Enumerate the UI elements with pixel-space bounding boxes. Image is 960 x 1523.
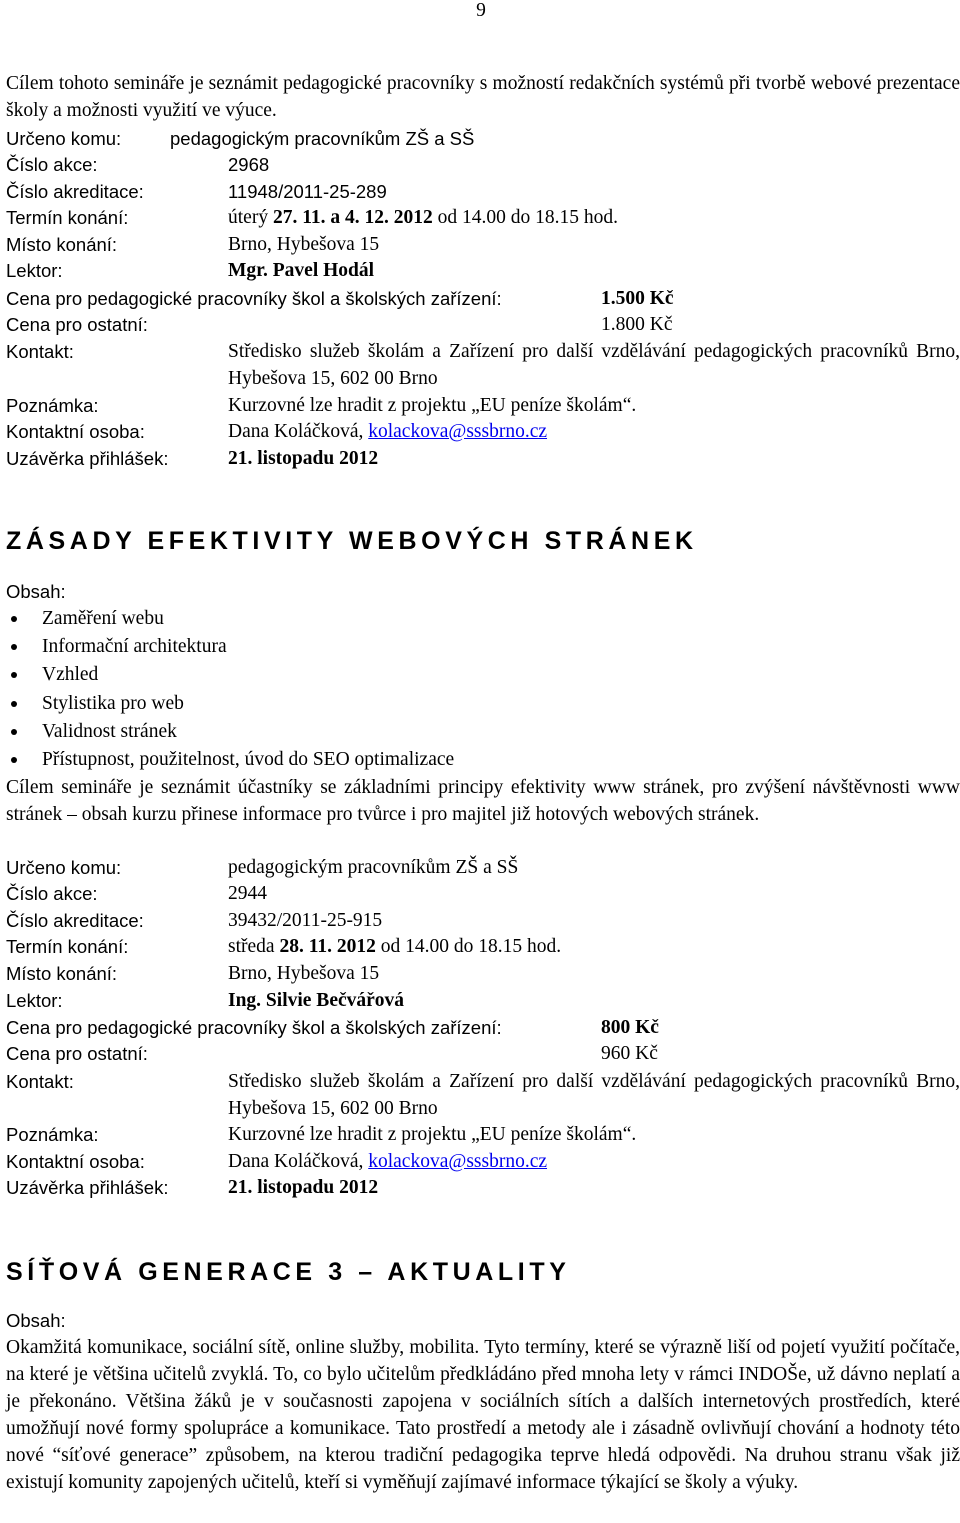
cislo-akce-value: 2968 (228, 154, 270, 175)
cena-ost-value: 960 Kč (601, 1043, 658, 1064)
course1-termin-row (6, 205, 960, 231)
course2-termin-row (6, 934, 960, 960)
course3-title: SÍŤOVÁ GENERACE 3 – AKTUALITY (6, 1258, 571, 1286)
termin-time: od 14.00 do 18.15 hod. (375, 936, 562, 957)
course2-kontakt-label: Kontakt: (6, 1071, 74, 1092)
lektor-label: Lektor: (6, 990, 63, 1011)
list-item (0, 661, 454, 689)
course1-misto-row (6, 232, 960, 258)
misto-value: Brno, Hybešova 15 (228, 234, 380, 255)
lektor-value: Mgr. Pavel Hodál (228, 260, 375, 281)
akreditace-label: Číslo akreditace: (6, 910, 144, 931)
course3-obsah-label: Obsah: (6, 1310, 66, 1331)
list-item-text: Zaměření webu (42, 608, 164, 629)
lektor-label: Lektor: (6, 260, 63, 281)
page-number: 9 (476, 0, 486, 21)
uzaverka-value: 21. listopadu 2012 (228, 1177, 379, 1198)
course1-poznamka-row (6, 393, 960, 419)
course1-lektor-row (6, 258, 960, 284)
lektor-value: Ing. Silvie Bečvářová (228, 990, 405, 1011)
list-item (0, 605, 454, 633)
urceno-label: Určeno komu: (6, 857, 122, 878)
termin-dates: 27. 11. a 4. 12. 2012 (272, 207, 433, 228)
cena-ped-value: 800 Kč (601, 1017, 659, 1038)
osoba-name: Dana Koláčková, (228, 421, 369, 442)
bullet-icon (11, 729, 17, 735)
list-item-text: Informační architektura (42, 636, 227, 658)
course1-urceno-row (6, 126, 960, 152)
bullet-icon (11, 616, 17, 622)
course2-urceno-row (6, 855, 960, 881)
uzaverka-value: 21. listopadu 2012 (228, 448, 379, 469)
course2-description: Cílem semináře je seznámit účastníky se základními principy efektivity www stránek, pro zvýšení návštěvnosti www stránek – obsah kurzu přinese informace pro tvůrce i pro majitel již hotových webových stránek. (6, 777, 960, 825)
termin-label: Termín konání: (6, 207, 129, 228)
bullet-icon (11, 644, 17, 650)
course3-description: Okamžitá komunikace, sociální sítě, online služby, mobilita. Tyto termíny, které se výrazně liší od pojetí využití počítače, na které je většina učitelů zvyklá. To, co bylo učitelům předkládáno před mnoha lety v rámci INDOŠe, už dávno neplatí a je překonáno. Většina žáků je v současnosti zapojena v sociálních sítích a dalších internetových prostředích, které umožňují nové formy spolupráce a komunikace. Tato prostředí a metody ale i zásadně ovlivňují chování a hodnoty této nové “síťové generace” způsobem, na kterou tradiční pedagogika teprve hledá odpovědi. Na druhou stranu však již existují komunity zapojených učitelů, kteří si vyměňují zajímavé informace týkající se školy a výuky. (6, 1337, 960, 1493)
osoba-label: Kontaktní osoba: (6, 421, 145, 442)
bullet-icon (11, 757, 17, 763)
list-item-text: Vzhled (42, 664, 99, 686)
course1-osoba-row (6, 419, 960, 445)
akreditace-value: 39432/2011-25-915 (228, 910, 383, 931)
course2-misto-row (6, 961, 960, 987)
course1-uzaverka-row (6, 446, 960, 472)
course2-akreditace-row (6, 908, 960, 934)
list-item (0, 633, 454, 661)
osoba-label: Kontaktní osoba: (6, 1151, 145, 1172)
course1-kontakt-value: Středisko služeb školám a Zařízení pro další vzdělávání pedagogických pracovníků Brno, Hybešova 15, 602 00 Brno (228, 341, 960, 389)
course1-akreditace-row (6, 179, 960, 205)
urceno-label: Určeno komu: (6, 128, 122, 149)
course1-kontakt-label: Kontakt: (6, 341, 74, 362)
akreditace-value: 11948/2011-25-289 (228, 181, 387, 202)
email-link[interactable]: kolackova@sssbrno.cz (368, 1151, 548, 1172)
list-item-text: Přístupnost, použitelnost, úvod do SEO optimalizace (42, 748, 455, 770)
course2-uzaverka-row (6, 1175, 960, 1201)
cena-ost-value: 1.800 Kč (601, 314, 673, 335)
cislo-akce-value: 2944 (228, 883, 267, 904)
poznamka-value: Kurzovné lze hradit z projektu „EU peníze školám“. (228, 395, 637, 416)
misto-label: Místo konání: (6, 234, 118, 255)
poznamka-value: Kurzovné lze hradit z projektu „EU peníze školám“. (228, 1124, 637, 1145)
osoba-value (228, 1149, 547, 1175)
bullet-icon (11, 672, 17, 678)
course2-title: ZÁSADY EFEKTIVITY WEBOVÝCH STRÁNEK (6, 527, 698, 555)
cislo-akce-label: Číslo akce: (6, 154, 98, 175)
misto-label: Místo konání: (6, 963, 118, 984)
course1-cislo-akce-row (6, 152, 960, 178)
course2-kontakt-value: Středisko služeb školám a Zařízení pro další vzdělávání pedagogických pracovníků Brno, Hybešova 15, 602 00 Brno (228, 1071, 960, 1119)
termin-value (228, 205, 618, 231)
course2-poznamka-row (6, 1122, 960, 1148)
uzaverka-label: Uzávěrka přihlášek: (6, 448, 169, 469)
course2-cena-ost-row (6, 1041, 960, 1067)
course1-intro: Cílem tohoto semináře je seznámit pedagogické pracovníky s možností redakčních systémů při tvorbě webové prezentace školy a možnosti využití ve výuce. (6, 73, 960, 121)
termin-value (228, 934, 561, 960)
list-item-text: Validnost stránek (42, 720, 177, 742)
course1-cena-ost-row (6, 312, 960, 338)
cena-ost-label: Cena pro ostatní: (6, 314, 148, 335)
termin-time: od 14.00 do 18.15 hod. (432, 207, 619, 228)
course2-lektor-row (6, 988, 960, 1014)
uzaverka-label: Uzávěrka přihlášek: (6, 1177, 169, 1198)
list-item (0, 690, 454, 718)
course2-cislo-akce-row (6, 881, 960, 907)
list-item-text: Stylistika pro web (42, 692, 184, 714)
misto-value: Brno, Hybešova 15 (228, 963, 380, 984)
cena-ped-value: 1.500 Kč (601, 288, 674, 309)
urceno-value: pedagogickým pracovníkům ZŠ a SŠ (228, 857, 519, 878)
akreditace-label: Číslo akreditace: (6, 181, 144, 202)
osoba-value (228, 419, 547, 445)
course2-topic-list (0, 605, 454, 774)
termin-label: Termín konání: (6, 936, 129, 957)
email-link[interactable]: kolackova@sssbrno.cz (368, 421, 548, 442)
list-item (0, 746, 454, 774)
termin-prefix: středa (228, 936, 280, 957)
termin-prefix: úterý (228, 207, 273, 228)
poznamka-label: Poznámka: (6, 395, 99, 416)
urceno-value: pedagogickým pracovníkům ZŠ a SŠ (170, 128, 475, 149)
course2-obsah-label: Obsah: (6, 581, 66, 602)
course2-osoba-row (6, 1149, 960, 1175)
course2-cena-ped-row (6, 1015, 960, 1041)
bullet-icon (11, 701, 17, 707)
cena-ped-label: Cena pro pedagogické pracovníky škol a školských zařízení: (6, 288, 502, 309)
cena-ost-label: Cena pro ostatní: (6, 1043, 148, 1064)
osoba-name: Dana Koláčková, (228, 1151, 369, 1172)
poznamka-label: Poznámka: (6, 1124, 99, 1145)
termin-dates: 28. 11. 2012 (279, 936, 376, 957)
course1-cena-ped-row (6, 286, 960, 312)
list-item (0, 718, 454, 746)
cislo-akce-label: Číslo akce: (6, 883, 98, 904)
cena-ped-label: Cena pro pedagogické pracovníky škol a školských zařízení: (6, 1017, 502, 1038)
